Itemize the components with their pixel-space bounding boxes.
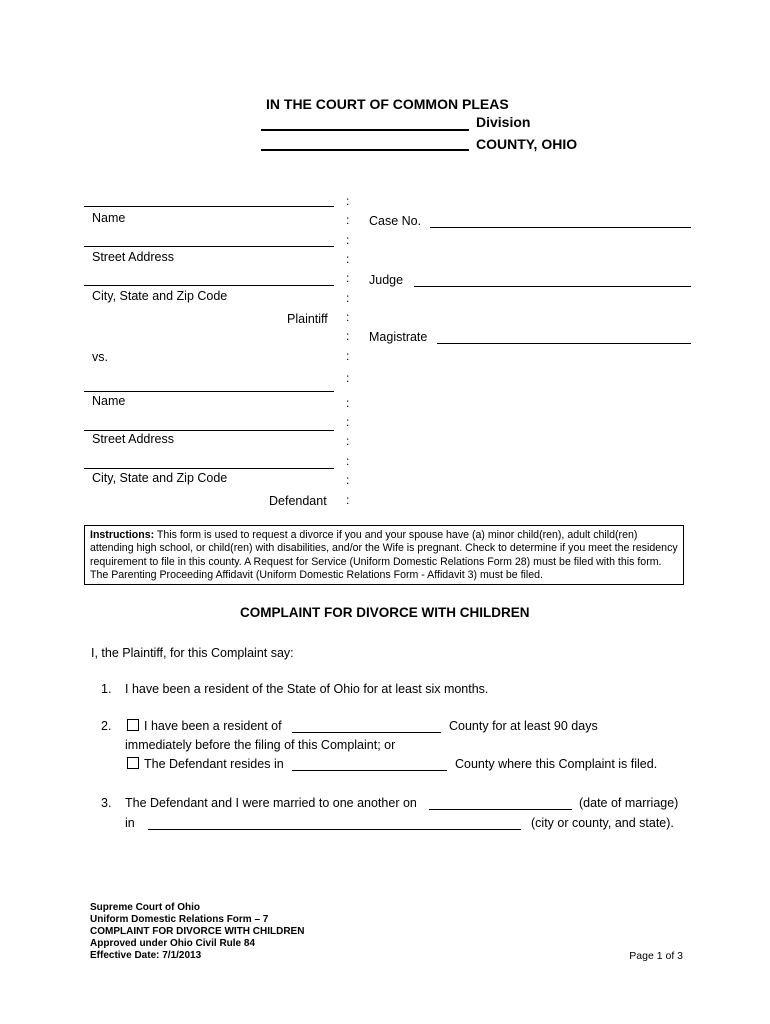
item2-option1-suffix: County for at least 90 days (449, 719, 598, 733)
footer-line-5: Effective Date: 7/1/2013 (90, 950, 202, 961)
magistrate-blank[interactable] (437, 343, 691, 344)
item2-option2-suffix: County where this Complaint is filed. (455, 757, 658, 771)
caption-colon: : (346, 271, 350, 285)
caption-colon: : (346, 194, 350, 208)
plaintiff-street-blank[interactable] (84, 246, 334, 247)
item3-date-hint: (date of marriage) (579, 796, 679, 810)
instructions-label: Instructions: (90, 529, 155, 541)
caption-colon: : (346, 213, 350, 227)
defendant-city-blank[interactable] (84, 468, 334, 469)
item3-number: 3. (101, 796, 112, 810)
plaintiff-city-label: City, State and Zip Code (92, 289, 228, 303)
caption-colon: : (346, 415, 350, 429)
plaintiff-city-blank[interactable] (84, 285, 334, 286)
county-label: COUNTY, OHIO (476, 136, 578, 152)
judge-blank[interactable] (414, 286, 691, 287)
magistrate-label: Magistrate (369, 330, 428, 344)
defendant-street-blank[interactable] (84, 430, 334, 431)
footer-line-2: Uniform Domestic Relations Form – 7 (90, 914, 269, 925)
item2-option2-text: The Defendant resides in (144, 757, 284, 771)
marriage-place-blank[interactable] (148, 829, 521, 830)
form-footer (90, 902, 304, 962)
footer-line-3: COMPLAINT FOR DIVORCE WITH CHILDREN (90, 926, 305, 937)
caption-colon: : (346, 371, 350, 385)
caption-colon: : (346, 291, 350, 305)
plaintiff-name-blank[interactable] (84, 206, 334, 207)
item3-in-label: in (125, 816, 135, 830)
case-no-label: Case No. (369, 214, 422, 228)
caption-colon: : (346, 434, 350, 448)
item3-place-hint: (city or county, and state). (531, 816, 674, 830)
item3-text: The Defendant and I were married to one another on (125, 796, 417, 810)
complaint-title: COMPLAINT FOR DIVORCE WITH CHILDREN (240, 605, 530, 620)
plaintiff-street-label: Street Address (92, 250, 174, 264)
footer-line-4: Approved under Ohio Civil Rule 84 (90, 938, 256, 949)
item1-text: I have been a resident of the State of Ohio for at least six months. (125, 682, 489, 696)
caption-colon: : (346, 349, 350, 363)
caption-colon: : (346, 396, 350, 410)
defendant-county-checkbox[interactable] (127, 757, 139, 769)
caption-colon: : (346, 493, 350, 507)
defendant-name-blank[interactable] (84, 391, 334, 392)
resident-county-blank[interactable] (292, 732, 441, 733)
plaintiff-role-label: Plaintiff (287, 312, 328, 326)
item2-option1-continuation: immediately before the filing of this Complaint; or (125, 738, 396, 752)
caption-colon: : (346, 329, 350, 343)
resident-county-checkbox[interactable] (127, 719, 139, 731)
division-blank[interactable] (261, 129, 469, 131)
footer-line-1: Supreme Court of Ohio (90, 902, 200, 913)
marriage-date-blank[interactable] (429, 809, 572, 810)
caption-colon: : (346, 473, 350, 487)
caption-colon: : (346, 233, 350, 247)
caption-colon: : (346, 252, 350, 266)
complaint-intro: I, the Plaintiff, for this Complaint say: (91, 646, 294, 660)
page-number: Page 1 of 3 (629, 950, 683, 962)
defendant-street-label: Street Address (92, 432, 174, 446)
plaintiff-name-label: Name (92, 211, 126, 225)
defendant-name-label: Name (92, 394, 126, 408)
case-no-blank[interactable] (430, 227, 691, 228)
defendant-city-label: City, State and Zip Code (92, 471, 228, 485)
defendant-county-blank[interactable] (292, 770, 447, 771)
caption-colon: : (346, 454, 350, 468)
item2-option1-text: I have been a resident of (144, 719, 282, 733)
item1-number: 1. (101, 682, 112, 696)
item2-number: 2. (101, 719, 112, 733)
judge-label: Judge (369, 273, 404, 287)
county-blank[interactable] (261, 149, 469, 151)
instructions-text: This form is used to request a divorce if you and your spouse have (a) minor child(ren), adult child(ren) attending high school, or child(ren) with disabilities, and/or the Wife is pregnant. Check to determine if you meet the residency requirement to file in this county. A Request for Service (Uniform Domestic Relations Form 28) must be filed with this form. The Parenting Proceeding Affidavit (Uniform Domestic Relations Form - Affidavit 3) must be filed. (90, 529, 678, 581)
court-title: IN THE COURT OF COMMON PLEAS (266, 96, 509, 112)
instructions-box (84, 525, 684, 585)
caption-colon: : (346, 310, 350, 324)
defendant-role-label: Defendant (269, 494, 327, 508)
division-label: Division (476, 114, 531, 130)
vs-label: vs. (92, 350, 108, 364)
